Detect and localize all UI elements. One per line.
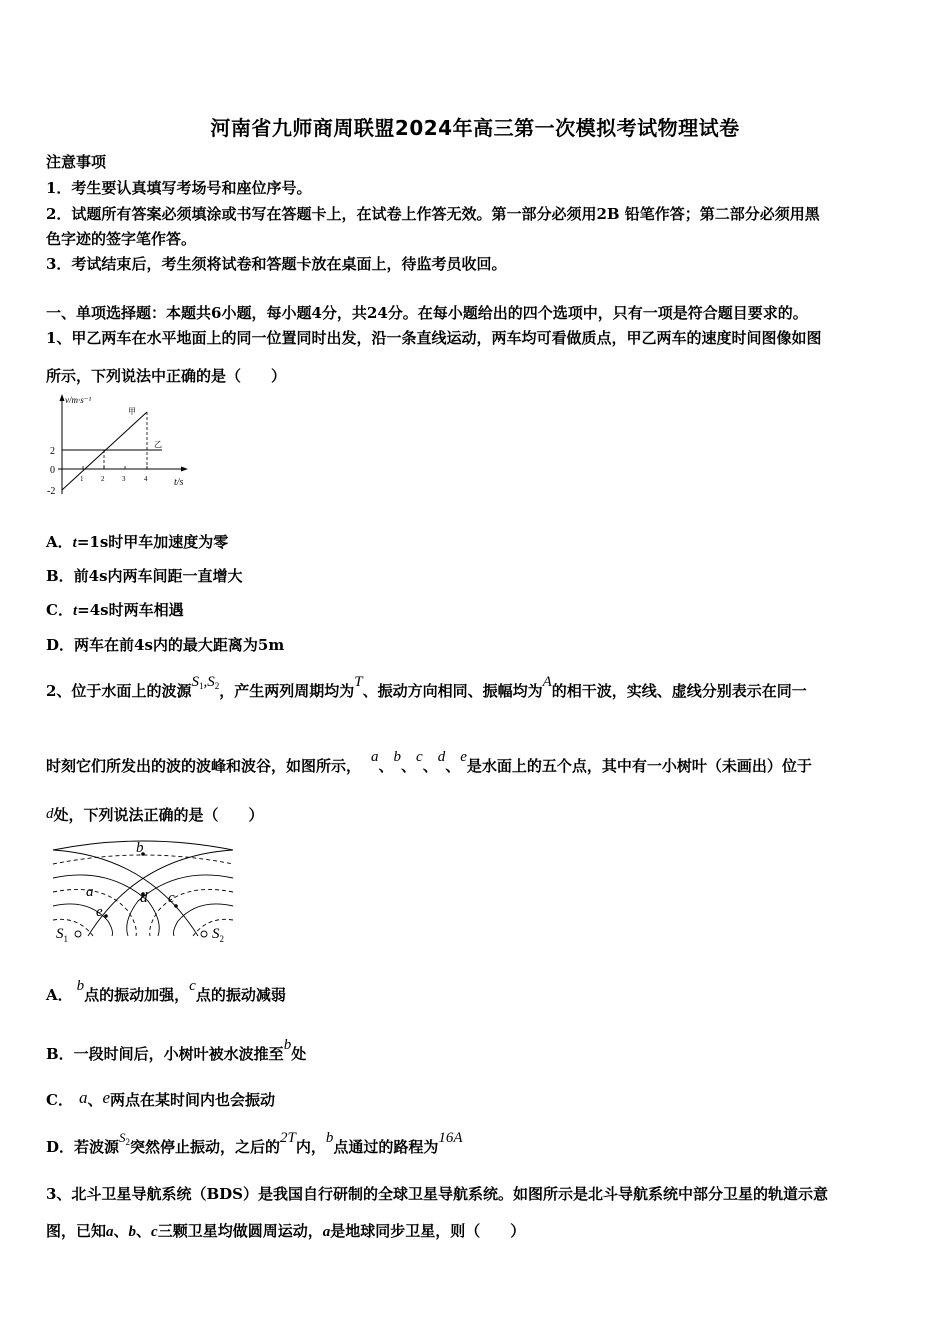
q1-option-d[interactable]: D．两车在前4s内的最大距离为5m (46, 636, 285, 654)
notice-item: 色字迹的签字笔作答。 (46, 230, 197, 248)
y-axis-arrow (60, 394, 65, 401)
q2-option-a[interactable]: A． b点的振动加强，c点的振动减弱 (46, 978, 286, 1004)
label-s2: $S_2$ (212, 926, 224, 944)
source-s1 (75, 931, 81, 937)
x-axis-label: t/s (174, 477, 184, 488)
y-axis-label: v/m·s⁻¹ (65, 395, 92, 405)
label-s1: $S_1$ (56, 926, 68, 944)
q1-stem: 1、甲乙两车在水平地面上的同一位置同时出发，沿一条直线运动，两车均可看做质点，甲乙两车的速度时间图像如图 (46, 329, 822, 347)
notice-item: 3．考试结束后，考生须将试卷和答题卡放在桌面上，待监考员收回。 (46, 255, 507, 273)
ytick-0: 0 (50, 465, 55, 476)
q1-option-c[interactable]: C．t=4s时两车相遇 (46, 601, 184, 619)
label-jia: 甲 (128, 407, 136, 416)
ytick-2: 2 (50, 446, 55, 457)
ytick-neg2: -2 (47, 486, 56, 497)
q2-stem: 时刻它们所发出的波的波峰和波谷，如图所示， a、b、c、d、e是水面上的五个点，其中有一小树叶（未画出）位于 (46, 749, 812, 775)
xtick-4: 4 (144, 475, 148, 483)
line-jia (62, 412, 147, 490)
label-a: a (86, 884, 94, 900)
xtick-1: 1 (80, 475, 84, 483)
q2-stem: d处，下列说法正确的是（ ） (46, 806, 264, 824)
q1-stem: 所示，下列说法中正确的是（ ） (46, 367, 287, 385)
q1-option-b[interactable]: B．前4s内两车间距一直增大 (46, 567, 243, 585)
label-e: e (96, 904, 103, 920)
source-s2 (201, 931, 207, 937)
notice-item: 2．试题所有答案必须填涂或书写在答题卡上，在试卷上作答无效。第一部分必须用2B 铅笔作答；第二部分必须用黑 (46, 205, 820, 223)
label-d: d (140, 890, 148, 906)
page-title: 河南省九师商周联盟2024年高三第一次模拟考试物理试卷 (210, 116, 740, 140)
q2-option-c[interactable]: C． a、e两点在某时间内也会振动 (46, 1088, 276, 1109)
q2-option-d[interactable]: D．若波源$S_2$突然停止振动，之后的2T内，b点通过的路程为16A (46, 1130, 463, 1156)
q1-option-a[interactable]: A．t=1s时甲车加速度为零 (46, 533, 229, 551)
label-c: c (168, 890, 175, 906)
label-yi: 乙 (154, 440, 162, 449)
q2-stem: 2、位于水面上的波源$S_1,S_2$，产生两列周期均为T、振动方向相同、振幅均为A的相干波，实线、虚线分别表示在同一 (46, 674, 807, 700)
q2-option-b[interactable]: B．一段时间后，小树叶被水波推至b处 (46, 1037, 307, 1063)
notice-item: 1．考生要认真填写考场号和座位序号。 (46, 179, 312, 197)
x-axis-arrow (181, 467, 188, 472)
section-heading: 一、单项选择题：本题共6小题，每小题4分，共24分。在每小题给出的四个选项中，只有一项是符合题目要求的。 (46, 304, 808, 322)
xtick-3: 3 (122, 475, 126, 483)
q1-velocity-time-graph (44, 392, 204, 500)
q2-wave-interference-figure (48, 836, 238, 948)
notice-heading: 注意事项 (46, 153, 107, 171)
xtick-2: 2 (101, 475, 105, 483)
label-b: b (136, 840, 144, 856)
q3-stem: 3、北斗卫星导航系统（BDS）是我国自行研制的全球卫星导航系统。如图所示是北斗导航系统中部分卫星的轨道示意 (46, 1185, 828, 1203)
q3-stem: 图，已知a、b、c三颗卫星均做圆周运动，a是地球同步卫星，则（ ） (46, 1222, 526, 1240)
